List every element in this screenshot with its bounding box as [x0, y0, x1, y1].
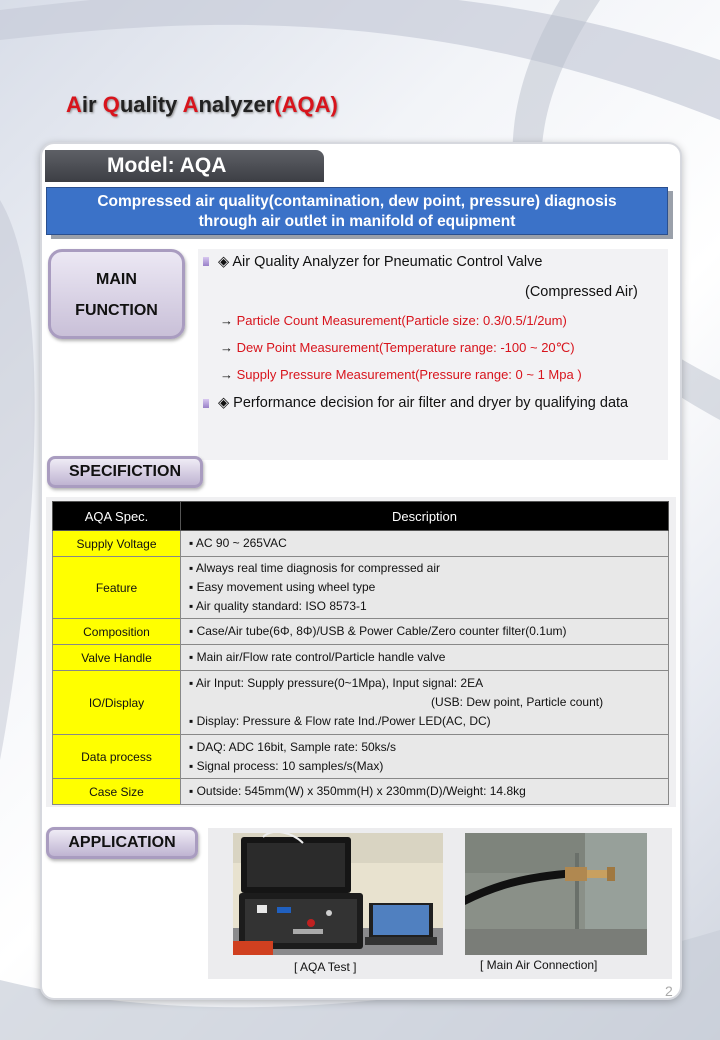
page-number: 2	[665, 983, 673, 999]
spec-header-key: AQA Spec.	[53, 502, 181, 531]
page-title	[66, 92, 338, 118]
spec-header-row	[53, 502, 669, 531]
spec-key: Valve Handle	[53, 645, 181, 671]
spec-value	[181, 557, 669, 619]
spec-value-line: ▪ Display: Pressure & Flow rate Ind./Power LED(AC, DC)	[189, 714, 491, 728]
aqa-test-photo	[233, 833, 443, 955]
spec-row	[53, 645, 669, 671]
spec-key: Data process	[53, 735, 181, 779]
spec-value-line: ▪ DAQ: ADC 16bit, Sample rate: 50ks/s	[189, 739, 397, 754]
spec-row	[53, 735, 669, 779]
main-function-panel	[198, 249, 668, 460]
spec-value-line: ▪ Air quality standard: ISO 8573-1	[189, 599, 367, 613]
title-part: nalyzer	[198, 92, 275, 117]
aqa-test-caption: [ AQA Test ]	[294, 960, 357, 974]
bullet-icon	[203, 257, 209, 266]
spec-row	[53, 671, 669, 735]
spec-key: Case Size	[53, 779, 181, 805]
spec-value-line: ▪ Case/Air tube(6Φ, 8Φ)/USB & Power Cable/Zero counter filter(0.1um)	[189, 624, 567, 638]
title-part: (AQA)	[274, 92, 338, 117]
main-function-label-2: FUNCTION	[75, 302, 158, 319]
spec-value	[181, 531, 669, 557]
function-sub-3	[220, 367, 582, 382]
spec-value	[181, 671, 669, 735]
title-part: A	[182, 92, 199, 117]
description-box	[46, 187, 668, 235]
spec-value	[181, 779, 669, 805]
description-line-1: Compressed air quality(contamination, dew point, pressure) diagnosis	[97, 193, 617, 210]
function-item-1: ◈ Air Quality Analyzer for Pneumatic Control Valve	[218, 254, 543, 270]
spec-key: Feature	[53, 557, 181, 619]
spec-row	[53, 531, 669, 557]
main-function-button	[48, 249, 185, 339]
spec-row	[53, 557, 669, 619]
function-sub-2	[220, 340, 575, 356]
function-sub-text: Dew Point Measurement(Temperature range: -100 ~ 20℃)	[236, 340, 575, 355]
spec-key: Composition	[53, 619, 181, 645]
spec-table	[52, 501, 669, 805]
spec-value	[181, 645, 669, 671]
specification-button: SPECIFICTION	[47, 456, 203, 488]
spec-value	[181, 735, 669, 779]
spec-key: Supply Voltage	[53, 531, 181, 557]
function-sub-text: Particle Count Measurement(Particle size: 0.3/0.5/1/2um)	[236, 313, 567, 328]
spec-value-line: ▪ Signal process: 10 samples/s(Max)	[189, 758, 384, 773]
spec-value	[181, 619, 669, 645]
spec-value-line: (USB: Dew point, Particle count)	[431, 695, 604, 709]
main-function-label-1: MAIN	[96, 271, 137, 288]
application-button: APPLICATION	[46, 827, 198, 859]
bullet-icon	[203, 399, 209, 408]
title-part: uality	[119, 92, 183, 117]
spec-value-line: ▪ AC 90 ~ 265VAC	[189, 536, 287, 550]
main-air-connection-caption: [ Main Air Connection]	[480, 958, 598, 972]
spec-value-line: ▪ Always real time diagnosis for compressed air	[189, 561, 441, 575]
spec-row	[53, 619, 669, 645]
arrow-icon: →	[220, 340, 233, 355]
function-sub-text: Supply Pressure Measurement(Pressure range: 0 ~ 1 Mpa )	[236, 367, 582, 382]
model-bar: Model: AQA	[45, 150, 324, 182]
function-item-1-cont: (Compressed Air)	[525, 284, 638, 300]
spec-value-line: ▪ Main air/Flow rate control/Particle handle valve	[189, 650, 446, 664]
spec-row	[53, 779, 669, 805]
description-line-2: through air outlet in manifold of equipment	[198, 213, 516, 230]
spec-value-line: ▪ Air Input: Supply pressure(0~1Mpa), Input signal: 2EA	[189, 676, 484, 690]
spec-value-line: ▪ Easy movement using wheel type	[189, 580, 376, 594]
title-part: A	[66, 92, 82, 117]
title-part: ir	[81, 92, 103, 117]
title-part: Q	[102, 92, 120, 117]
spec-header-value: Description	[181, 502, 669, 531]
function-sub-1	[220, 313, 567, 328]
main-air-connection-photo	[465, 833, 647, 955]
function-item-2: ◈ Performance decision for air filter and dryer by qualifying data	[218, 395, 629, 411]
arrow-icon: →	[220, 313, 233, 328]
spec-value-line: ▪ Outside: 545mm(W) x 350mm(H) x 230mm(D)/Weight: 14.8kg	[189, 784, 526, 798]
arrow-icon: →	[220, 367, 233, 382]
spec-key: IO/Display	[53, 671, 181, 735]
